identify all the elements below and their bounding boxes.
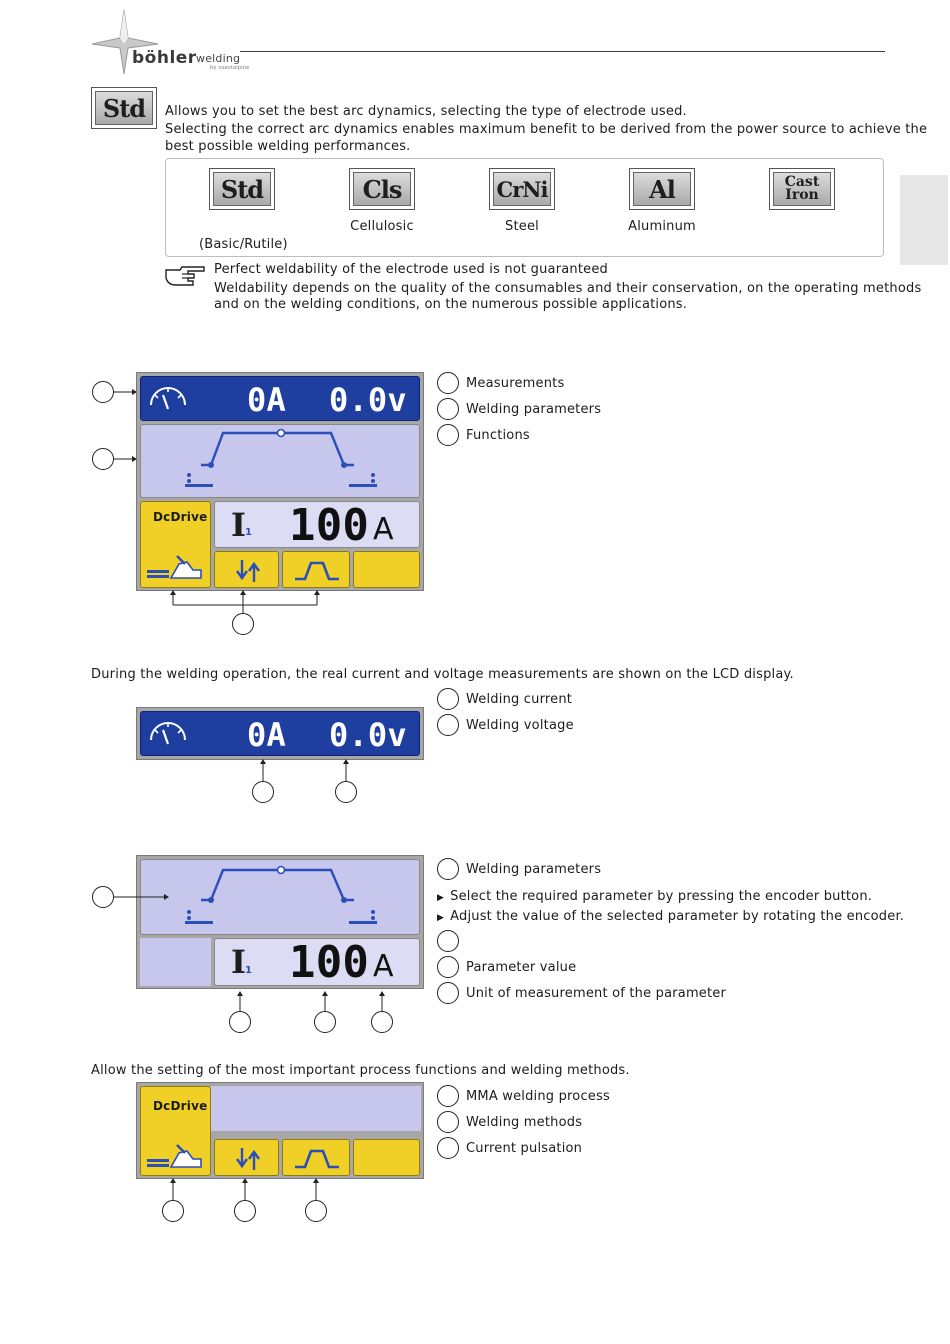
callout-lines-1 <box>88 370 428 640</box>
legend-section3-title <box>437 858 601 880</box>
legend-welding-voltage: Welding voltage <box>466 717 574 733</box>
electrode-castiron-label <box>773 172 831 206</box>
electrode-crni-label: CrNi <box>493 172 551 206</box>
legend-section2 <box>437 688 574 736</box>
section4-intro: Allow the setting of the most important process functions and welding methods. <box>91 1063 630 1078</box>
callout-circle-functions <box>232 613 254 635</box>
legend-section1 <box>437 372 601 446</box>
legend-welding-current: Welding current <box>466 691 573 707</box>
callout-circle-mma <box>162 1200 184 1222</box>
note-line-1: Perfect weldability of the electrode used is not guaranteed <box>214 262 609 277</box>
callout-lines-4 <box>160 1177 340 1203</box>
note-line-3: and on the welding conditions, on the numerous possible applications. <box>214 297 688 312</box>
legend-circle <box>437 398 459 420</box>
param-value-2: 100 <box>289 937 370 988</box>
intro-line-1: Allows you to set the best arc dynamics, selecting the type of electrode used. <box>165 104 687 119</box>
bullet-adjust-text: Adjust the value of the selected parameter by rotating the encoder. <box>450 909 905 924</box>
function-dcdrive-label-2: DcDrive <box>153 1099 208 1113</box>
param-symbol: I <box>231 506 247 544</box>
legend-welding-parameters: Welding parameters <box>466 401 602 417</box>
legend-section4 <box>437 1085 610 1159</box>
legend-unit-row <box>437 982 726 1004</box>
lcd-measurement <box>136 707 424 760</box>
bullet-adjust <box>437 908 904 927</box>
intro-line-2: Selecting the correct arc dynamics enables maximum benefit to be derived from the power source to achieve the <box>165 122 928 137</box>
callout-circle-methods <box>234 1200 256 1222</box>
electrode-castiron-button[interactable] <box>769 168 835 210</box>
legend-circle <box>437 714 459 736</box>
electrode-al-button[interactable] <box>629 168 695 210</box>
section2-intro: During the welding operation, the real current and voltage measurements are shown on the LCD display. <box>91 667 794 682</box>
callout-lines-2 <box>250 758 360 784</box>
lcd-functions <box>136 1082 424 1179</box>
param-index-2: 1 <box>245 965 253 976</box>
legend-circle <box>437 688 459 710</box>
param-unit-2: A <box>373 949 394 984</box>
electrode-std-label: Std <box>213 172 271 206</box>
callout-circle-curve <box>92 886 114 908</box>
electrode-std-button[interactable] <box>209 168 275 210</box>
brand-name: böhler <box>132 48 197 68</box>
callout-circle-measurements <box>92 381 114 403</box>
legend-measurements: Measurements <box>466 375 565 391</box>
legend-circle <box>437 982 459 1004</box>
std-button-label: Std <box>95 91 153 125</box>
legend-parameter-value: Parameter value <box>466 959 577 975</box>
current-readout: 0A <box>247 381 286 419</box>
side-tab <box>900 175 948 265</box>
legend-circle <box>437 956 459 978</box>
function-dcdrive-2[interactable] <box>140 1086 211 1176</box>
legend-circle <box>437 1111 459 1133</box>
param-value: 100 <box>289 500 370 551</box>
std-button[interactable] <box>91 87 157 129</box>
legend-circle <box>437 858 459 880</box>
callout-lines-3 <box>88 886 388 1016</box>
note-line-2: Weldability depends on the quality of the consumables and their conservation, on the operating methods <box>214 281 922 296</box>
pulse-icon <box>293 1147 341 1171</box>
electrode-crni-caption: Steel <box>505 219 539 234</box>
function-pulsation-2[interactable] <box>282 1139 350 1176</box>
function-empty-2[interactable] <box>353 1139 420 1176</box>
electrode-cls-button[interactable] <box>349 168 415 210</box>
legend-parameters-title: Welding parameters <box>466 861 602 877</box>
bullet-select-text: Select the required parameter by pressing the encoder button. <box>450 889 873 904</box>
function-dcdrive-label: DcDrive <box>153 510 208 524</box>
param-unit: A <box>373 512 394 547</box>
legend-circle <box>437 1137 459 1159</box>
callout-circle-pulsation <box>305 1200 327 1222</box>
param-index: 1 <box>245 527 253 538</box>
castiron-line2: Iron <box>785 187 819 203</box>
callout-circle-symbol <box>229 1011 251 1033</box>
legend-circle <box>437 1085 459 1107</box>
function-methods-2[interactable] <box>214 1139 279 1176</box>
legend-functions: Functions <box>466 427 530 443</box>
triangle-bullet-icon: ▶ <box>437 893 445 903</box>
electrode-al-caption: Aluminum <box>628 219 696 234</box>
brand-sub: by voestalpine <box>210 65 250 71</box>
electrode-crni-button[interactable] <box>489 168 555 210</box>
legend-circle-blank <box>437 930 459 952</box>
electrode-cls-caption: Cellulosic <box>350 219 414 234</box>
mma-welder-icon <box>145 1141 207 1173</box>
legend-welding-methods: Welding methods <box>466 1114 583 1130</box>
bullet-select <box>437 888 872 907</box>
callout-circle-voltage <box>335 781 357 803</box>
callout-circle-unit <box>371 1011 393 1033</box>
electrode-cls-label: Cls <box>353 172 411 206</box>
legend-parameter-value-row <box>437 956 576 978</box>
empty-lcd-area-2 <box>211 1086 421 1131</box>
pointing-hand-icon <box>164 264 206 288</box>
intro-line-3: best possible welding performances. <box>165 139 411 154</box>
meter-icon <box>147 718 189 752</box>
logo <box>90 8 250 76</box>
castiron-line1: Cast <box>784 174 820 190</box>
measurement-bar-2 <box>140 711 420 756</box>
up-down-arrows-icon <box>233 1146 263 1172</box>
brand-suffix: welding <box>196 52 241 65</box>
current-readout-2: 0A <box>247 716 286 754</box>
voltage-readout: 0.0v <box>329 381 407 419</box>
legend-current-pulsation: Current pulsation <box>466 1140 583 1156</box>
triangle-bullet-icon: ▶ <box>437 913 445 923</box>
legend-mma: MMA welding process <box>466 1088 610 1104</box>
electrode-std-caption: (Basic/Rutile) <box>199 237 288 252</box>
callout-circle-value <box>314 1011 336 1033</box>
legend-circle <box>437 372 459 394</box>
callout-circle-parameters <box>92 448 114 470</box>
legend-circle <box>437 424 459 446</box>
param-symbol-2: I <box>231 943 247 981</box>
voltage-readout-2: 0.0v <box>329 716 407 754</box>
electrode-al-label: Al <box>633 172 691 206</box>
callout-circle-current <box>252 781 274 803</box>
header-rule <box>240 51 885 52</box>
legend-unit: Unit of measurement of the parameter <box>466 985 727 1001</box>
